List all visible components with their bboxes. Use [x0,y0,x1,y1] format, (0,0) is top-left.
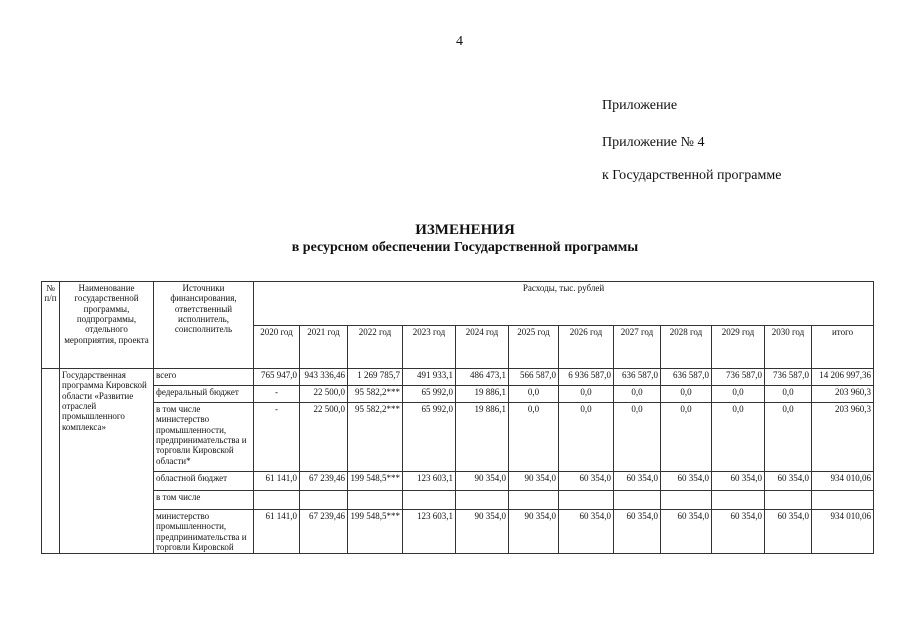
value-cell: 0,0 [712,386,765,403]
header-year: 2025 год [509,325,559,369]
value-cell: 95 582,2*** [348,403,403,472]
header-year: 2027 год [614,325,661,369]
value-cell: 0,0 [614,403,661,472]
value-cell: 123 603,1 [403,510,456,554]
value-cell: 19 886,1 [456,403,509,472]
header-total: итого [812,325,874,369]
value-cell: 199 548,5*** [348,472,403,491]
value-cell [509,491,559,510]
value-cell [348,491,403,510]
appendix-line-3: к Государственной программе [602,168,782,183]
source-cell: в том числе [154,491,254,510]
table-row [42,472,874,491]
document-subtitle: в ресурсном обеспечении Государственной программы [291,240,639,255]
value-cell: 90 354,0 [456,510,509,554]
value-cell: 90 354,0 [509,472,559,491]
value-cell: 123 603,1 [403,472,456,491]
value-cell: 1 269 785,7 [348,369,403,386]
header-expenses: Расходы, тыс. рублей [254,282,874,326]
value-cell: 95 582,2*** [348,386,403,403]
resource-table [41,281,874,554]
header-year: 2030 год [765,325,812,369]
source-cell: в том числе министерство промышленности, предпринимательства и торговли Кировской области* [154,403,254,472]
value-cell: 90 354,0 [456,472,509,491]
source-cell: министерство промышленности, предпринимательства и торговли Кировской [154,510,254,554]
value-cell: 19 886,1 [456,386,509,403]
value-cell: 566 587,0 [509,369,559,386]
value-cell: 203 960,3 [812,403,874,472]
value-cell: 199 548,5*** [348,510,403,554]
header-year: 2022 год [348,325,403,369]
value-cell: 0,0 [559,403,614,472]
value-cell: 636 587,0 [661,369,712,386]
source-cell: областной бюджет [154,472,254,491]
value-cell: 736 587,0 [765,369,812,386]
value-cell: 60 354,0 [661,472,712,491]
value-cell: 14 206 997,36 [812,369,874,386]
value-cell: 0,0 [509,386,559,403]
table-row [42,510,874,554]
value-cell [254,491,300,510]
value-cell: 0,0 [559,386,614,403]
value-cell: 765 947,0 [254,369,300,386]
table-row [42,386,874,403]
appendix-line-2: Приложение № 4 [602,135,705,150]
value-cell: 22 500,0 [300,386,348,403]
value-cell [403,491,456,510]
value-cell: 0,0 [661,386,712,403]
value-cell: 6 936 587,0 [559,369,614,386]
value-cell: - [254,403,300,472]
header-year: 2029 год [712,325,765,369]
value-cell: 60 354,0 [765,510,812,554]
value-cell: 0,0 [765,386,812,403]
value-cell: 736 587,0 [712,369,765,386]
document-title: ИЗМЕНЕНИЯ [415,222,515,238]
page-number: 4 [456,34,463,49]
value-cell [661,491,712,510]
value-cell: 203 960,3 [812,386,874,403]
value-cell: 0,0 [614,386,661,403]
value-cell: 60 354,0 [614,472,661,491]
table-row [42,403,874,472]
header-year: 2021 год [300,325,348,369]
table-row [42,369,874,386]
value-cell: 0,0 [765,403,812,472]
header-year: 2020 год [254,325,300,369]
program-name: Государственная программа Кировской области «Развитие отраслей промышленного комплекса» [60,369,154,554]
value-cell [765,491,812,510]
header-name: Наименование государственной программы, подпрограммы, отдельного мероприятия, проекта [60,282,154,369]
value-cell: 22 500,0 [300,403,348,472]
header-year: 2026 год [559,325,614,369]
value-cell: 486 473,1 [456,369,509,386]
value-cell [300,491,348,510]
value-cell [456,491,509,510]
value-cell: 934 010,06 [812,472,874,491]
appendix-line-1: Приложение [602,98,678,113]
source-cell: федеральный бюджет [154,386,254,403]
value-cell: 0,0 [661,403,712,472]
value-cell [712,491,765,510]
value-cell: 65 992,0 [403,386,456,403]
value-cell: 636 587,0 [614,369,661,386]
value-cell: 65 992,0 [403,403,456,472]
table-row [42,491,874,510]
header-source: Источники финансирования, ответственный исполнитель, соисполнитель [154,282,254,369]
value-cell: 61 141,0 [254,510,300,554]
value-cell: 67 239,46 [300,472,348,491]
value-cell: 61 141,0 [254,472,300,491]
header-year: 2023 год [403,325,456,369]
value-cell: 60 354,0 [712,510,765,554]
value-cell: 943 336,46 [300,369,348,386]
value-cell [812,491,874,510]
value-cell: 60 354,0 [712,472,765,491]
value-cell: 90 354,0 [509,510,559,554]
value-cell: 60 354,0 [765,472,812,491]
value-cell: - [254,386,300,403]
value-cell: 0,0 [712,403,765,472]
value-cell: 67 239,46 [300,510,348,554]
value-cell: 934 010,06 [812,510,874,554]
value-cell: 60 354,0 [614,510,661,554]
value-cell: 60 354,0 [661,510,712,554]
header-year: 2028 год [661,325,712,369]
value-cell [614,491,661,510]
row-number [42,369,60,554]
value-cell: 60 354,0 [559,510,614,554]
header-num: № п/п [42,282,60,369]
source-cell: всего [154,369,254,386]
value-cell: 60 354,0 [559,472,614,491]
value-cell: 491 933,1 [403,369,456,386]
header-year: 2024 год [456,325,509,369]
value-cell [559,491,614,510]
value-cell: 0,0 [509,403,559,472]
